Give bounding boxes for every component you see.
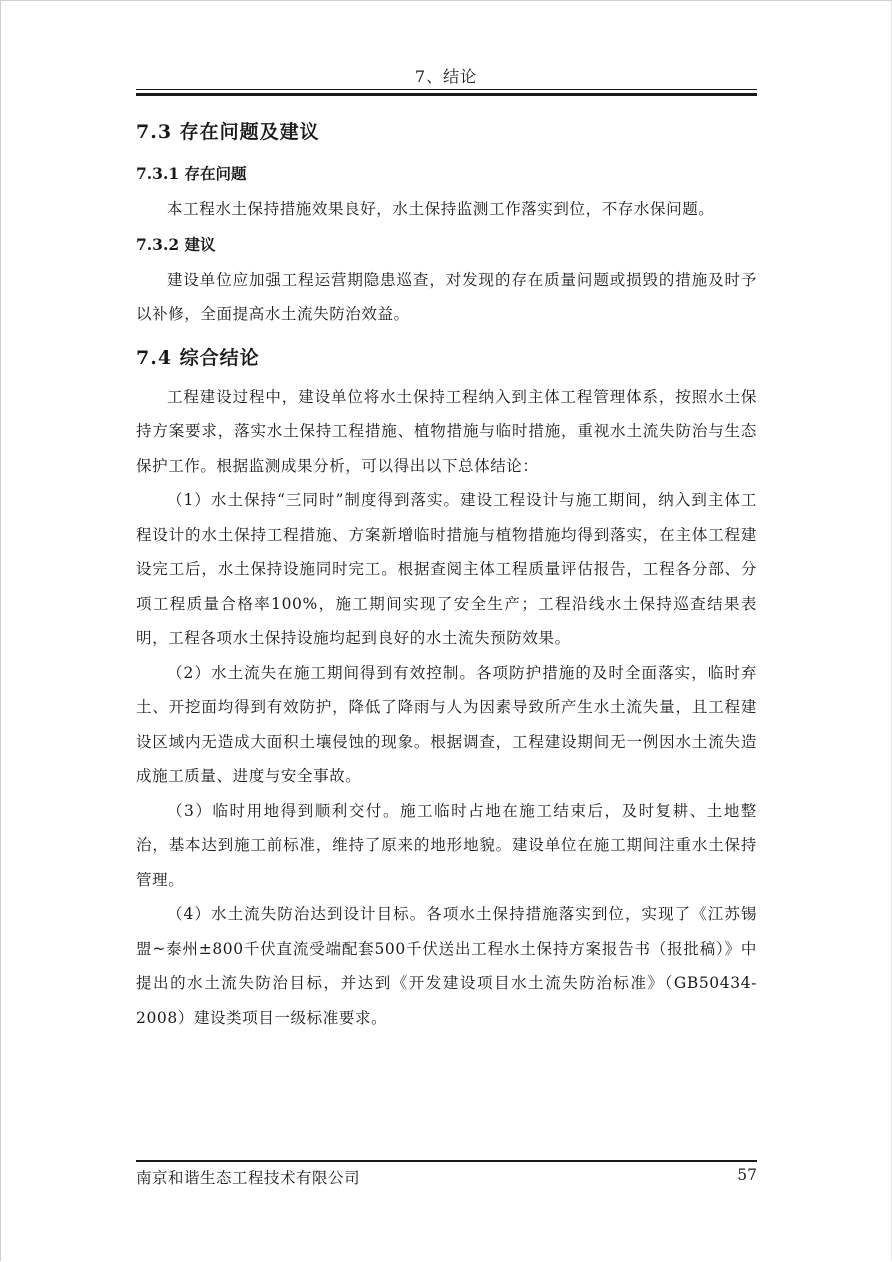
header-rule-thin bbox=[136, 89, 757, 90]
conclusion-paragraph-intro: 工程建设过程中，建设单位将水土保持工程纳入到主体工程管理体系，按照水土保持方案要求，落实水土保持工程措施、植物措施与临时措施，重视水土流失防治与生态保护工作。根据监测成果分析，可以得出以下总体结论： bbox=[136, 387, 757, 475]
section-7-3-2-text: 建设单位应加强工程运营期隐患巡查，对发现的存在质量问题或损毁的措施及时予以补修，全面提高水土流失防治效益。 bbox=[136, 270, 757, 323]
section-7-3-title: 7.3 存在问题及建议 bbox=[136, 121, 320, 143]
section-7-3-2-title: 7.3.2 建议 bbox=[136, 234, 216, 254]
conclusion-paragraph-4: （4）水土流失防治达到设计目标。各项水土保持措施落实到位，实现了《江苏锡盟~泰州±800千伏直流受端配套500千伏送出工程水土保持方案报告书（报批稿）》中提出的水土流失防治目标，并达到《开发建设项目水土流失防治标准》（GB50434-2008）建设类项目一级标准要求。 bbox=[136, 905, 757, 1027]
footer-rule bbox=[136, 1160, 757, 1162]
section-7-3-1-title: 7.3.1 存在问题 bbox=[136, 164, 247, 183]
section-7-4-title: 7.4 综合结论 bbox=[136, 346, 260, 369]
running-header: 7、结论 bbox=[414, 67, 478, 86]
conclusion-paragraph-1: （1）水土保持“三同时”制度得到落实。建设工程设计与施工期间，纳入到主体工程设计的水土保持工程措施、方案新增临时措施与植物措施均得到落实，在主体工程建设完工后，水土保持设施同时完工。根据查阅主体工程质量评估报告，工程各分部、分项工程质量合格率100%，施工期间实现了安全生产；工程沿线水土保持巡查结果表明，工程各项水土保持设施均起到良好的水土流失预防效果。 bbox=[136, 491, 757, 647]
footer-company-name: 南京和谐生态工程技术有限公司 bbox=[136, 1169, 361, 1187]
page-body bbox=[136, 114, 757, 1035]
header-rule-thick bbox=[136, 93, 757, 96]
section-7-3-1-text: 本工程水土保持措施效果良好，水土保持监测工作落实到位，不存水保问题。 bbox=[167, 200, 715, 218]
conclusion-paragraph-3: （3）临时用地得到顺利交付。施工临时占地在施工结束后，及时复耕、土地整治，基本达到施工前标准，维持了原来的地形地貌。建设单位在施工期间注重水土保持管理。 bbox=[136, 801, 757, 889]
spacer bbox=[136, 332, 757, 340]
page-number: 57 bbox=[737, 1166, 757, 1184]
conclusion-paragraph-2: （2）水土流失在施工期间得到有效控制。各项防护措施的及时全面落实，临时弃土、开挖面均得到有效防护，降低了降雨与人为因素导致所产生水土流失量，且工程建设区域内无造成大面积土壤侵蚀的现象。根据调查，工程建设期间无一例因水土流失造成施工质量、进度与安全事故。 bbox=[136, 663, 757, 785]
